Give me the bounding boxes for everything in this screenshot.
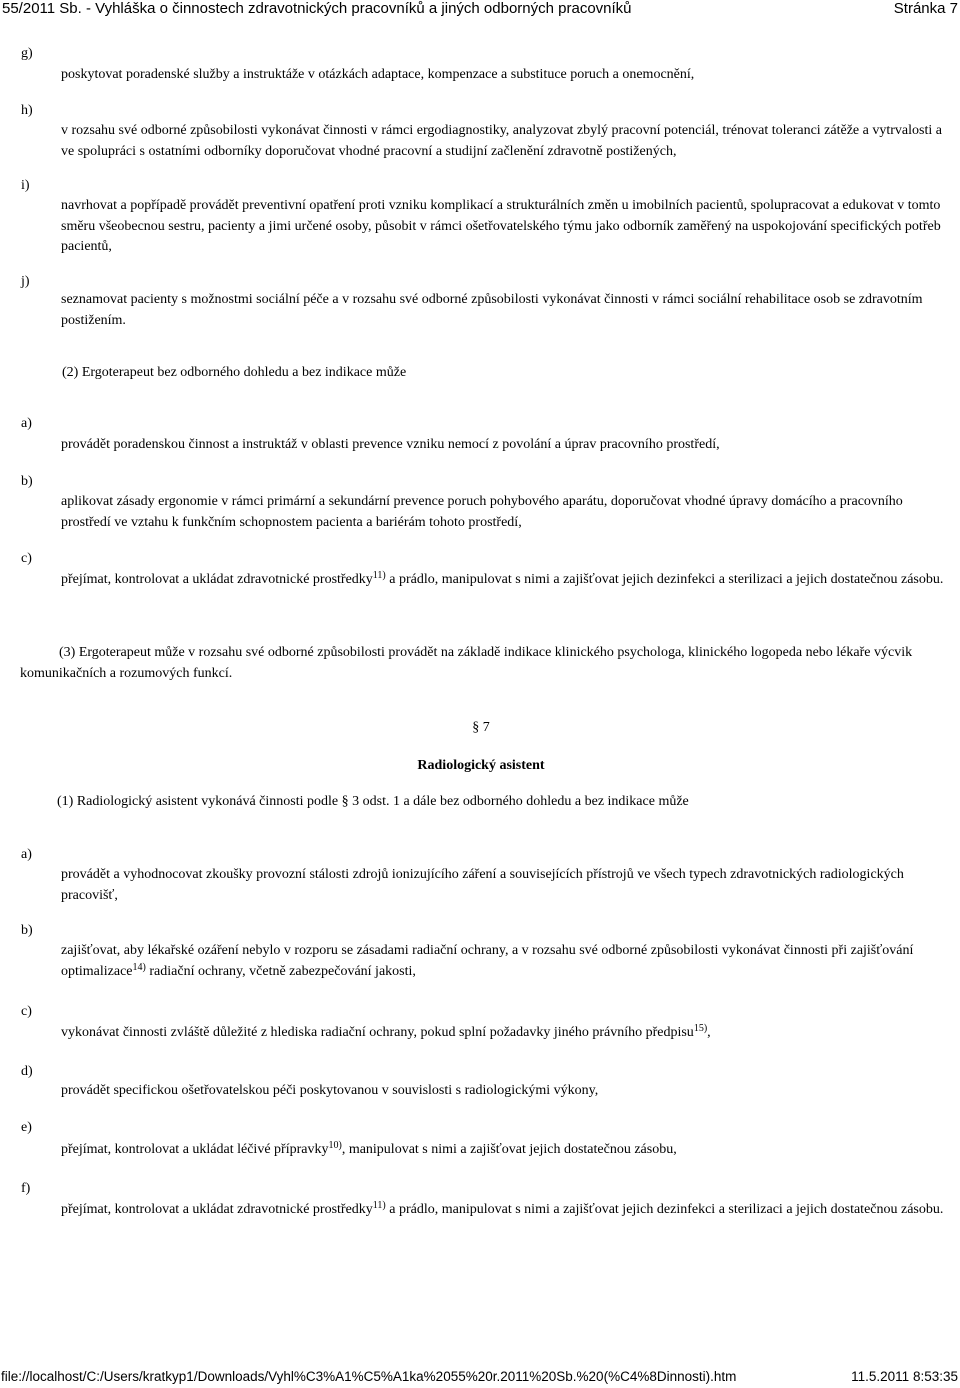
list-item-text-g: poskytovat poradenské služby a instruktáže v otázkách adaptace, kompenzace a substituce poruch a onemocnění, [61,67,695,82]
paragraph-2: (2) Ergoterapeut bez odborného dohledu a bez indikace může [62,365,407,380]
text-part: , [707,1025,711,1040]
list-item-text-b [61,941,947,982]
section-number: § 7 [472,720,490,735]
list-item-label-c: c) [21,1004,32,1019]
list-item-label-c: c) [21,551,32,566]
list-item-label-j: j) [21,274,30,289]
list-item-label-d: d) [21,1064,33,1079]
footnote-ref[interactable]: 14) [132,961,146,973]
text-part: provádět a vyhodnocovat zkoušky provozní stálosti zdrojů ionizujícího záření a souvisejících přístrojů ve všech typech zdravotnických radiologických pracovišť, [61,867,904,903]
list-item-text-b: aplikovat zásady ergonomie v rámci primární a sekundární prevence poruch pohybového aparátu, doporučovat vhodné úpravy domácího a pracovního prostředí ve vztahu k funkčním schopnostem pacienta a bariérám tohoto prostředí, [61,494,903,530]
list-item-text-f [61,1200,947,1221]
footer-datetime: 11.5.2011 8:53:35 [851,1369,958,1384]
list-item-label-g: g) [21,46,33,61]
footnote-ref[interactable]: 10) [328,1140,342,1151]
list-item-text-h: v rozsahu své odborné způsobilosti vykonávat činnosti v rámci ergodiagnostiky, analyzovat zbylý pracovní potenciál, trénovat toleranci zátěže a vytrvalosti a ve spolupráci s ostatními odborníky doporučovat vhodné pracovní a studijní začlenění zdravotně postižených, [61,123,942,159]
list-item-label-f: f) [21,1181,31,1196]
document-title: 55/2011 Sb. - Vyhláška o činnostech zdravotnických pracovníků a jiných odborných pracovníků [2,0,632,17]
paragraph-3: (3) Ergoterapeut může v rozsahu své odborné způsobilosti provádět na základě indikace klinického psychologa, klinického logopeda nebo lékaře výcvik komunikačních a rozumových funkcí. [20,645,913,681]
list-item-text-c [61,570,947,591]
list-item-text-c [61,1023,947,1044]
list-item-text-i: navrhovat a popřípadě provádět preventivní opatření proti vzniku komplikací a strukturálních změn u imobilních pacientů, spolupracovat a edukovat v tomto směru všeobecnou sestru, pacienty a jimi určené osoby, působit v rámci ošetřovatelského týmu jako odborník zaměřený na uspokojování specifických potřeb pacientů, [61,198,941,254]
text-part: radiační ochrany, včetně zabezpečování jakosti, [145,963,416,979]
list-item-label-a: a) [21,847,32,862]
text-part: přejímat, kontrolovat a ukládat zdravotnické prostředky [61,1202,373,1217]
text-part: a prádlo, manipulovat s nimi a zajišťovat jejich dezinfekci a sterilizaci a jejich dostatečnou zásobu. [385,1202,944,1217]
footnote-ref[interactable]: 15) [693,1023,708,1034]
page-number: Stránka 7 [893,0,958,17]
list-item-label-a: a) [21,416,32,431]
list-item-label-h: h) [21,103,33,118]
text-part: zajišťovat, aby lékařské ozáření nebylo v rozporu se zásadami radiační ochrany, a v rozsahu své odborné způsobilosti vykonávat činnosti při zajišťování optimalizace [61,943,914,979]
text-part: přejímat, kontrolovat a ukládat léčivé přípravky [61,1142,329,1157]
text-part: provádět specifickou ošetřovatelskou péči poskytovanou v souvislosti s radiologickými výkony, [61,1083,599,1098]
list-item-text-a: provádět poradenskou činnost a instruktáž v oblasti prevence vzniku nemocí z povolání a úprav pracovního prostředí, [61,437,720,452]
footnote-ref[interactable]: 11) [372,1200,386,1211]
paragraph-1-radiology: (1) Radiologický asistent vykonává činnosti podle § 3 odst. 1 a dále bez odborného dohledu a bez indikace může [57,794,689,809]
text-part: , manipulovat s nimi a zajišťovat jejich dostatečnou zásobu, [341,1142,677,1157]
list-item-label-i: i) [21,178,30,193]
footnote-ref[interactable]: 11) [372,570,386,581]
list-item-label-b: b) [21,474,33,489]
list-item-text-d [61,1081,947,1102]
list-item-label-e: e) [21,1120,32,1135]
list-item-label-b: b) [21,923,33,938]
text-part: přejímat, kontrolovat a ukládat zdravotnické prostředky [61,572,373,587]
text-part: vykonávat činnosti zvláště důležité z hlediska radiační ochrany, pokud splní požadavky jiného právního předpisu [61,1025,694,1040]
footer-url: file://localhost/C:/Users/kratkyp1/Downloads/Vyhl%C3%A1%C5%A1ka%2055%20r.2011%20Sb.%20(%C4%8Dinnosti).htm [1,1369,737,1384]
section-title: Radiologický asistent [417,758,545,773]
text-part: a prádlo, manipulovat s nimi a zajišťovat jejich dezinfekci a sterilizaci a jejich dostatečnou zásobu. [385,572,944,587]
list-item-text-a [61,865,947,906]
list-item-text-j: seznamovat pacienty s možnostmi sociální péče a v rozsahu své odborné způsobilosti vykonávat činnosti v rámci sociální rehabilitace osob se zdravotním postižením. [61,292,923,328]
list-item-text-e [61,1140,947,1161]
